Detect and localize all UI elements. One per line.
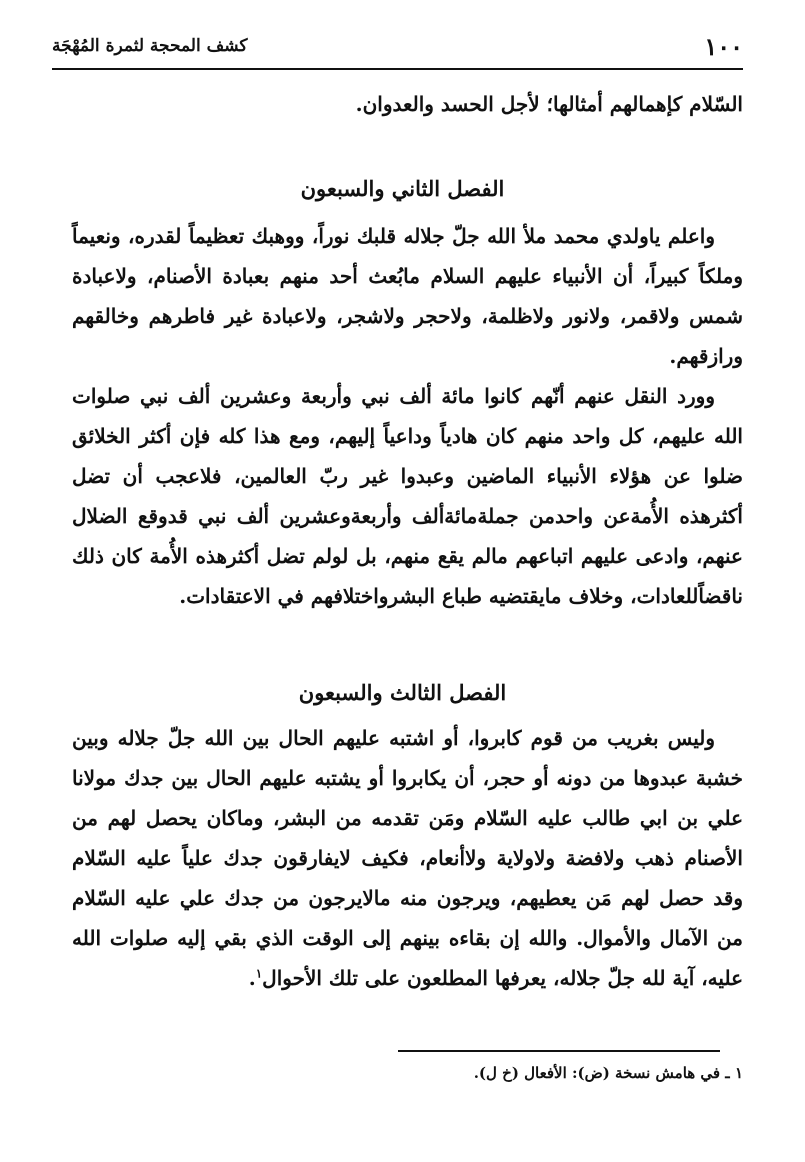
intro-line: السّلام كإهمالهم أمثالها؛ لأجل الحسد والعدوان. <box>355 92 743 116</box>
intro-text <box>72 84 743 124</box>
paragraph-text: وليس بغريب من قوم كابروا، أو اشتبه عليهم الحال بين الله جلّ جلاله وبين خشبة عبدوها من دونه أو حجر، أن يكابروا أو يشتبه عليهم الحال بين جدك مولانا علي بن ابي طالب عليه السّلام ومَن تقدمه من البشر، وماكان يحصل لهم من الأصنام ذهب ولافضة ولاولاية ولاأنعام، فكيف لايفارقون جدك علياً عليه السّلام وقد حصل لهم مَن يعطيهم، ويرجون منه مالايرجون من جدك علي عليه السّلام من الآمال والأموال. والله إن بقاءه بينهم إلى الوقت الذي بقي إليه صلوات الله عليه، آية لله جلّ جلاله، يعرفها المطلعون على تلك الأحوال <box>72 726 743 990</box>
chapter-heading-73: الفصل الثالث والسبعون <box>298 680 507 705</box>
paragraph: وليس بغريب من قوم كابروا، أو اشتبه عليهم الحال بين الله جلّ جلاله وبين خشبة عبدوها من دونه أو حجر، أن يكابروا أو يشتبه عليهم الحال بين جدك مولانا علي بن ابي طالب عليه السّلام ومَن تقدمه من البشر، وماكان يحصل لهم من الأصنام ذهب ولافضة ولاولاية ولاأنعام، فكيف لايفارقون جدك علياً عليه السّلام وقد حصل لهم مَن يعطيهم، ويرجون منه مالايرجون من جدك علي عليه السّلام من الآمال والأموال. والله إن بقاءه بينهم إلى الوقت الذي بقي إليه صلوات الله عليه، آية لله جلّ جلاله، يعرفها المطلعون على تلك الأحوال$^١$. <box>72 726 743 990</box>
page-header <box>52 28 743 70</box>
footnote-divider <box>398 1050 720 1052</box>
paragraph: وورد النقل عنهم أنّهم كانوا مائة ألف نبي وأربعة وعشرين ألف نبي صلوات الله عليهم، كل واحد منهم كان هادياً وداعياً إليهم، ومع هذا كله فإن أكثر الخلائق ضلوا عن هؤلاء الأنبياء الماضين وعبدوا غير ربّ العالمين، فلاعجب أن تضل أكثرهذه الأُمةعن واحدمن جملةمائةألف وأربعةوعشرين ألف نبي قدوقع الضلال عنهم، وادعى عليهم اتباعهم مالم يقع منهم، بل لولم تضل أكثرهذه الأُمة كان ذلك ناقضاًللعادات، وخلاف مايقتضيه طباع البشرواختلافهم في الاعتقادات. <box>72 384 743 608</box>
chapter-heading-72: الفصل الثاني والسبعون <box>300 176 505 201</box>
chapter-72-body <box>72 216 743 616</box>
page-number: ١٠٠ <box>704 32 743 61</box>
footnote-reference: ١ <box>255 966 263 981</box>
book-title: كشف المحجة لثمرة المُهْجَة <box>52 36 248 56</box>
footnote: ١ ـ في هامش نسخة (ض): الأفعال (خ ل). <box>473 1064 743 1082</box>
chapter-73-body <box>72 718 743 998</box>
paragraph: واعلم ياولدي محمد ملأ الله جلّ جلاله قلبك نوراً، ووهبك تعظيماً لقدره، ونعيماً وملكاً كبيراً، أن الأنبياء عليهم السلام مابُعث أحد منهم بعبادة الأصنام، ولاعبادة شمس ولاقمر، ولانور ولاظلمة، ولاحجر ولاشجر، ولاعبادة غير فاطرهم وخالقهم ورازقهم. <box>72 224 743 368</box>
